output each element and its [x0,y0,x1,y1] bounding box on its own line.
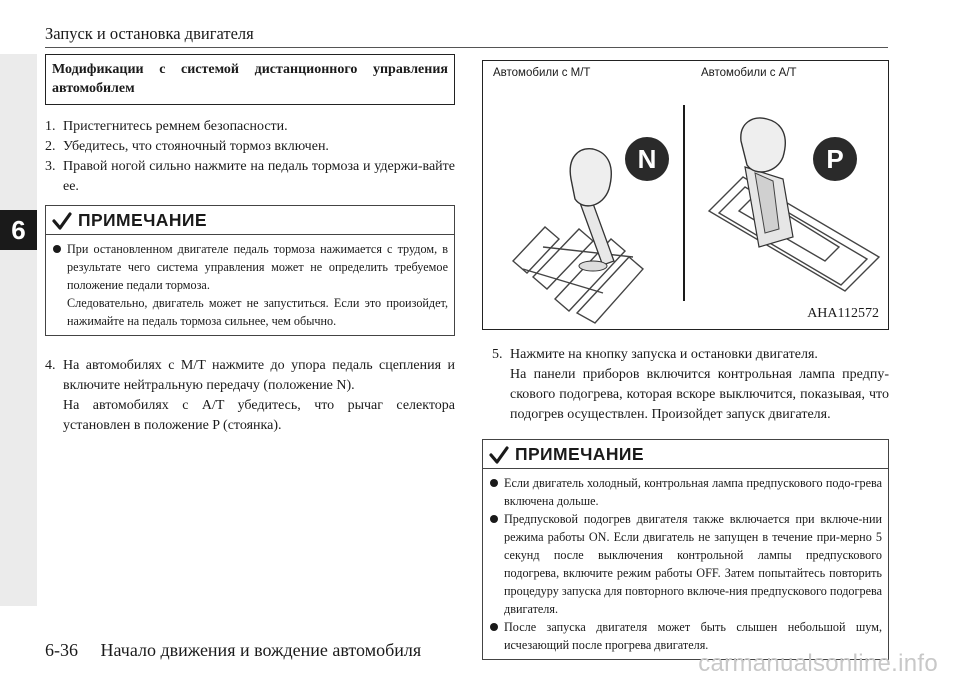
check-icon [52,211,72,231]
step-text-continued: На автомобилях с A/T убедитесь, что рычаг селектора установлен в положение P (стоянка). [63,398,455,433]
step-text-continued: На панели приборов включится контрольная лампа предпу-скового подогрева, которая вскоре выключится, показывая, что подогрев осуществлен. Произойдет запуск двигателя. [510,367,889,422]
steps-list-right [492,345,889,425]
left-column [45,54,455,436]
right-column [482,60,889,660]
note-item [489,510,882,618]
step-item [45,157,455,197]
watermark: carmanualsonline.info [698,650,938,677]
gear-shift-figure [482,60,889,330]
note-item-continuation: Следовательно, двигатель может не запуститься. Если это произойдет, нажимайте на педаль тормоза сильнее, чем обычно. [67,296,448,328]
bullet-icon [53,245,61,253]
chapter-tab: 6 [0,210,37,250]
note-body [483,469,888,659]
chapter-sidebar [0,54,37,606]
bullet-icon [490,479,498,487]
step-text: На автомобилях с M/T нажмите до упора педаль сцепления и включите нейтральную передачу (положение N). [63,358,455,393]
step-number: 3. [45,159,56,174]
manual-gate-illustration [513,227,643,323]
note-box-left [45,205,455,336]
note-item [489,474,882,510]
page-header-title: Запуск и остановка двигателя [45,24,254,43]
note-header [483,440,888,469]
mod-word: управления [372,62,448,77]
park-badge [813,137,857,181]
figure-caption-at: Автомобили с A/T [701,67,797,79]
note-item-text: Если двигатель холодный, контрольная лампа предпускового подо-грева включена дольше. [504,476,882,508]
check-icon [489,445,509,465]
note-label: ПРИМЕЧАНИЕ [515,444,644,464]
bullet-icon [490,623,498,631]
neutral-badge [625,137,669,181]
note-body [46,235,454,335]
step-number: 2. [45,139,56,154]
modifications-box [45,54,455,105]
step-item [45,356,455,436]
steps-list [45,117,455,197]
figure-caption-mt: Автомобили с M/T [493,67,591,79]
automatic-selector-illustration [709,177,879,291]
bullet-icon [490,515,498,523]
step-number: 1. [45,119,56,134]
step-text: Правой ногой сильно нажмите на педаль тормоза и удержи-вайте ее. [63,159,455,194]
mod-line2: автомобилем [52,81,135,96]
figure-code: AHA112572 [807,306,879,321]
step-item [45,117,455,137]
step-item [45,137,455,157]
header-divider [45,47,888,48]
mod-word: дистанционного [254,62,358,77]
park-badge-letter: P [826,144,844,174]
mod-word: Модификации [52,62,144,77]
steps-list-2 [45,356,455,436]
note-item-text: После запуска двигателя может быть слышен небольшой шум, исчезающий после прогрева двигателя. [504,620,882,652]
step-text: Пристегнитесь ремнем безопасности. [63,119,288,134]
section-title: Начало движения и вождение автомобиля [100,640,422,660]
step-number: 5. [492,347,503,362]
note-box-right [482,439,889,660]
note-item [52,240,448,330]
note-item-text: При остановленном двигателе педаль тормоза нажимается с трудом, в результате чего система управления может не определить требуемое положение педали тормоза. [67,242,448,292]
step-text: Убедитесь, что стояночный тормоз включен. [63,139,329,154]
mod-word: системой [181,62,240,77]
step-number: 4. [45,358,56,373]
note-item [489,618,882,654]
figure-drawing [483,61,887,327]
step-text: Нажмите на кнопку запуска и остановки двигателя. [510,347,818,362]
page-footer [45,640,421,661]
mod-word: с [159,62,166,77]
neutral-badge-letter: N [637,144,657,174]
note-label: ПРИМЕЧАНИЕ [78,210,207,230]
page-number: 6-36 [45,640,78,660]
step-item [492,345,889,425]
note-item-text: Предпусковой подогрев двигателя также включается при включе-нии режима работы ON. Если двигатель не запущен в течение при-мерно 5 секунд после выключения контрольной лампы предпускового подогрева, включите режим работы OFF. Затем попытайтесь повторить процедуру запуска для повторного включе-ния предпускового подогрева двигателя. [504,512,882,616]
note-header [46,206,454,235]
automatic-shift-lever [741,118,793,247]
